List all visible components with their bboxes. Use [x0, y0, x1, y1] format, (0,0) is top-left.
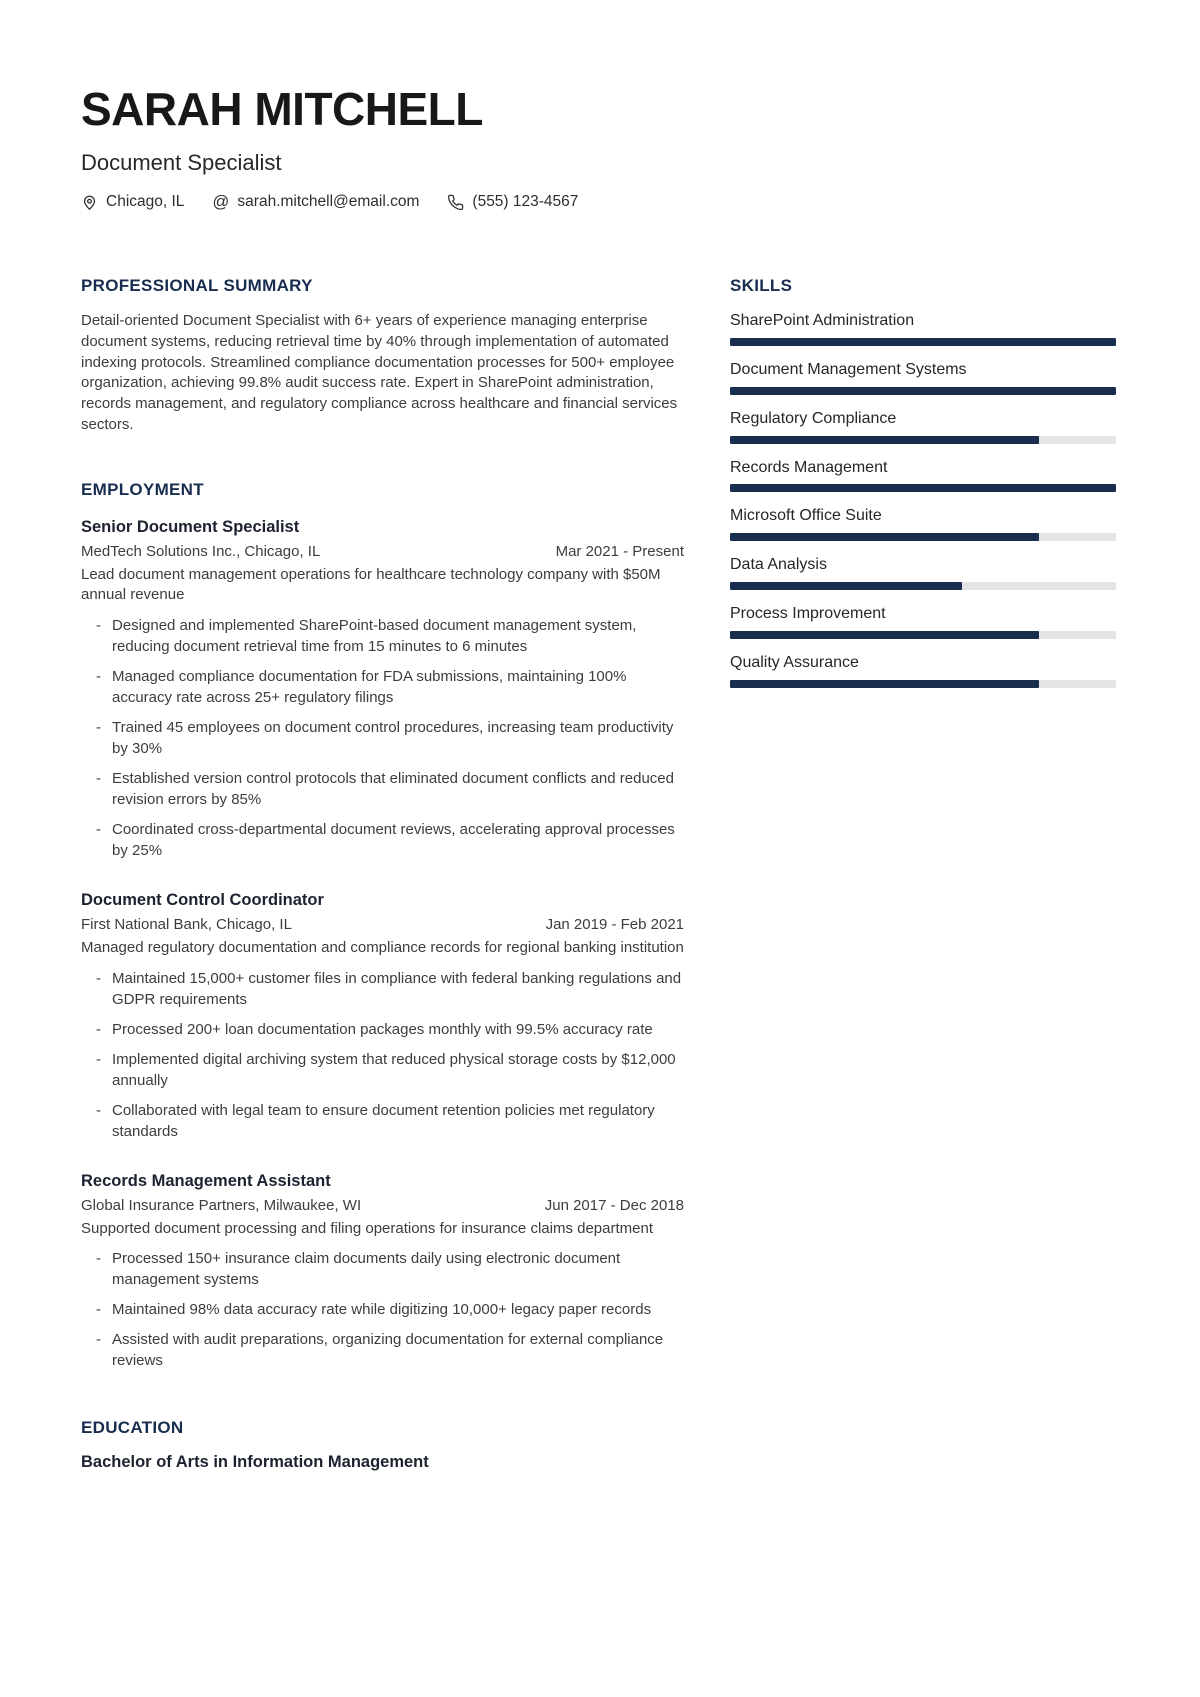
- bullet-marker: -: [96, 820, 101, 838]
- education-section: [81, 1417, 684, 1472]
- skill-name: Microsoft Office Suite: [730, 507, 882, 525]
- skill-bar-fill: [730, 680, 1039, 688]
- skills-list: [730, 311, 1116, 687]
- bullet-marker: -: [96, 667, 101, 685]
- skill-name: Process Improvement: [730, 605, 886, 623]
- skill-item: [730, 458, 1116, 493]
- bullet-marker: -: [96, 1101, 101, 1119]
- job-dates: Jun 2017 - Dec 2018: [544, 1196, 684, 1214]
- main-column: [81, 275, 684, 1472]
- bullet-text: Managed compliance documentation for FDA submissions, maintaining 100% accuracy rate across 25+ regulatory filings: [112, 667, 627, 706]
- skill-item: [730, 360, 1116, 395]
- jobs-list: [81, 516, 684, 1372]
- skill-bar-fill: [730, 338, 1116, 346]
- person-name: SARAH MITCHELL: [81, 83, 483, 135]
- contact-text: sarah.mitchell@email.com: [237, 193, 420, 210]
- employment-section: [81, 479, 684, 1371]
- job-bullet: [81, 1049, 684, 1091]
- bullet-text: Maintained 98% data accuracy rate while digitizing 10,000+ legacy paper records: [112, 1301, 652, 1319]
- person-title: Document Specialist: [81, 150, 282, 175]
- job-company: MedTech Solutions Inc., Chicago, IL: [81, 542, 321, 560]
- skill-bar-fill: [730, 484, 1116, 492]
- contact-item: [447, 193, 578, 211]
- bullet-marker: -: [96, 1331, 101, 1349]
- job-entry: [81, 889, 684, 1142]
- job-bullet: [81, 819, 684, 861]
- skill-name: Document Management Systems: [730, 361, 967, 379]
- job-title: Document Control Coordinator: [81, 890, 324, 909]
- job-meta-row: [81, 542, 684, 563]
- resume-header: [81, 83, 1116, 211]
- job-dates: Jan 2019 - Feb 2021: [545, 916, 684, 934]
- skill-item: [730, 604, 1116, 639]
- skill-bar-track: [730, 484, 1116, 492]
- skill-item: [730, 311, 1116, 346]
- summary-heading: PROFESSIONAL SUMMARY: [81, 276, 313, 295]
- job-bullets: [81, 615, 684, 861]
- job-entry: [81, 516, 684, 861]
- bullet-marker: -: [96, 718, 101, 736]
- job-company: Global Insurance Partners, Milwaukee, WI: [81, 1196, 362, 1214]
- job-bullet: [81, 1248, 684, 1290]
- skills-column: [730, 275, 1116, 702]
- job-bullet: [81, 1299, 684, 1320]
- job-meta-row: [81, 915, 684, 936]
- bullet-text: Processed 200+ loan documentation packages monthly with 99.5% accuracy rate: [112, 1020, 653, 1038]
- education-heading: EDUCATION: [81, 1418, 184, 1438]
- skill-bar-fill: [730, 631, 1039, 639]
- job-entry: [81, 1170, 684, 1372]
- job-bullet: [81, 1329, 684, 1371]
- skill-bar-track: [730, 387, 1116, 395]
- job-bullet: [81, 1100, 684, 1142]
- job-bullet: [81, 717, 684, 759]
- summary-section: [81, 275, 684, 435]
- skill-item: [730, 555, 1116, 590]
- contact-item: [212, 193, 419, 211]
- skill-bar-track: [730, 582, 1116, 590]
- bullet-text: Maintained 15,000+ customer files in compliance with federal banking regulations and GDPR requirements: [112, 969, 682, 1008]
- bullet-marker: -: [96, 1250, 101, 1268]
- job-dates: Mar 2021 - Present: [555, 542, 684, 560]
- contact-text: Chicago, IL: [106, 193, 185, 210]
- skill-name: Quality Assurance: [730, 653, 859, 671]
- bullet-text: Designed and implemented SharePoint-based document management system, reducing document retrieval time from 15 minutes to 6 minutes: [112, 616, 637, 655]
- skills-heading: SKILLS: [730, 276, 793, 295]
- skill-item: [730, 409, 1116, 444]
- summary-text: Detail-oriented Document Specialist with 6+ years of experience managing enterprise document systems, reducing retrieval time by 40% through implementation of automated indexing protocols. Streamlined compliance documentation processes for 500+ employee organization, achieving 99.8% audit success rate. Expert in SharePoint administration, records management, and regulatory compliance across healthcare and financial services sectors.: [81, 312, 678, 433]
- degree-title: Bachelor of Arts in Information Management: [81, 1453, 429, 1472]
- contact-row: [81, 193, 1116, 211]
- bullet-text: Implemented digital archiving system that reduced physical storage costs by $12,000 annually: [112, 1050, 676, 1089]
- contact-text: (555) 123-4567: [472, 193, 579, 210]
- skill-bar-track: [730, 631, 1116, 639]
- skill-bar-track: [730, 338, 1116, 346]
- job-bullets: [81, 968, 684, 1142]
- job-bullet: [81, 968, 684, 1010]
- bullet-text: Processed 150+ insurance claim documents daily using electronic document management systems: [112, 1250, 621, 1289]
- skill-bar-track: [730, 680, 1116, 688]
- skill-name: Regulatory Compliance: [730, 409, 897, 427]
- skill-name: SharePoint Administration: [730, 312, 915, 330]
- bullet-marker: -: [96, 1050, 101, 1068]
- skill-bar-fill: [730, 533, 1039, 541]
- job-company: First National Bank, Chicago, IL: [81, 916, 292, 934]
- job-description: Supported document processing and filing operations for insurance claims department: [81, 1219, 653, 1237]
- bullet-text: Coordinated cross-departmental document reviews, accelerating approval processes by 25%: [112, 820, 675, 859]
- skill-bar-fill: [730, 387, 1116, 395]
- bullet-marker: -: [96, 1301, 101, 1319]
- bullet-marker: -: [96, 1020, 101, 1038]
- bullet-text: Assisted with audit preparations, organizing documentation for external compliance reviews: [112, 1331, 664, 1370]
- job-bullet: [81, 666, 684, 708]
- bullet-marker: -: [96, 969, 101, 987]
- contact-item: [81, 193, 184, 211]
- skill-bar-fill: [730, 582, 962, 590]
- skill-item: [730, 653, 1116, 688]
- skill-name: Data Analysis: [730, 556, 827, 574]
- skill-name: Records Management: [730, 458, 888, 476]
- skill-bar-fill: [730, 436, 1039, 444]
- job-bullets: [81, 1248, 684, 1371]
- skill-item: [730, 506, 1116, 541]
- skill-bar-track: [730, 436, 1116, 444]
- bullet-marker: -: [96, 616, 101, 634]
- phone-icon: [447, 194, 464, 211]
- bullet-text: Collaborated with legal team to ensure document retention policies met regulatory standards: [112, 1101, 655, 1140]
- location-icon: [81, 194, 98, 211]
- job-title: Records Management Assistant: [81, 1171, 331, 1190]
- job-bullet: [81, 615, 684, 657]
- content-columns: [81, 275, 1116, 1472]
- job-bullet: [81, 768, 684, 810]
- email-icon: @: [212, 192, 230, 211]
- job-title: Senior Document Specialist: [81, 517, 300, 536]
- job-meta-row: [81, 1196, 684, 1217]
- job-bullet: [81, 1019, 684, 1040]
- bullet-text: Established version control protocols that eliminated document conflicts and reduced revision errors by 85%: [112, 769, 674, 808]
- bullet-text: Trained 45 employees on document control procedures, increasing team productivity by 30%: [112, 718, 674, 757]
- bullet-marker: -: [96, 769, 101, 787]
- job-description: Managed regulatory documentation and compliance records for regional banking institution: [81, 938, 684, 956]
- job-description: Lead document management operations for healthcare technology company with $50M annual revenue: [81, 565, 661, 604]
- employment-heading: EMPLOYMENT: [81, 480, 204, 500]
- skill-bar-track: [730, 533, 1116, 541]
